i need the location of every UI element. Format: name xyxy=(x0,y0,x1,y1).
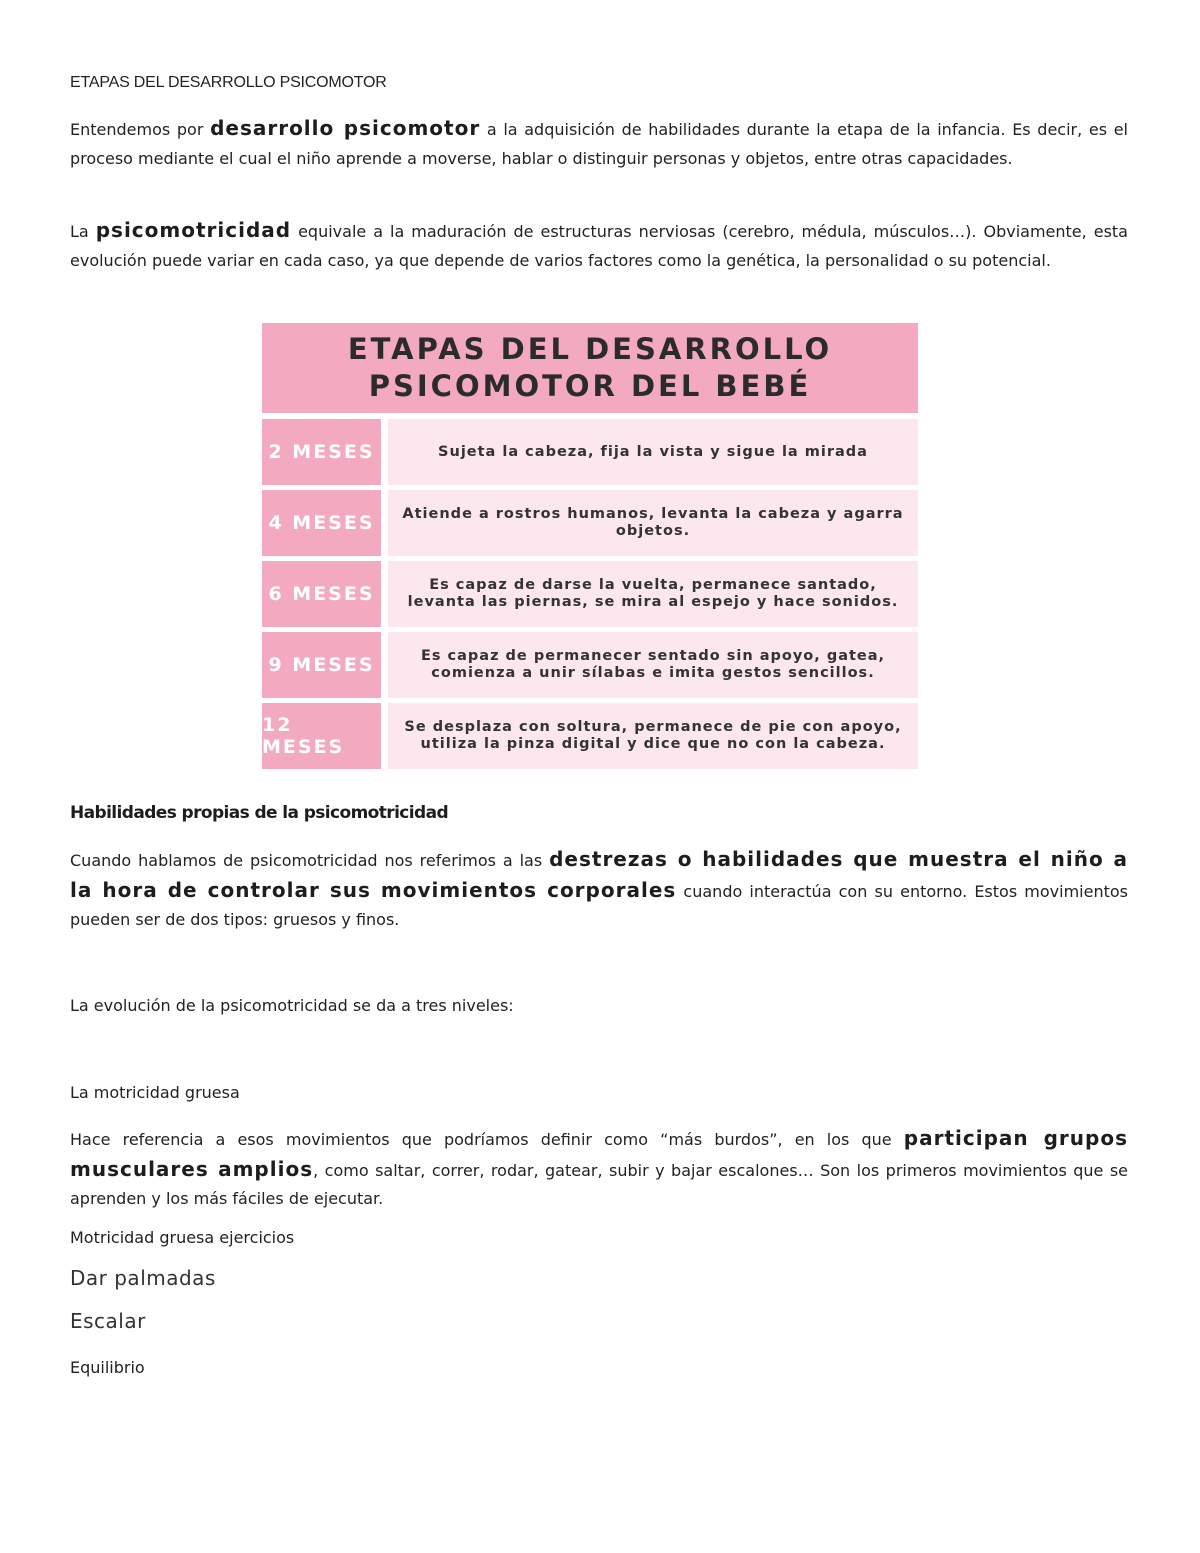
exercise-item: Equilibrio xyxy=(70,1358,145,1377)
skills-text-start: Cuando hablamos de psicomotricidad nos referimos a las xyxy=(70,851,550,870)
exercise-item: Escalar xyxy=(70,1309,146,1333)
stage-description: Atiende a rostros humanos, levanta la cabeza y agarra objetos. xyxy=(388,490,918,556)
stage-row xyxy=(262,703,918,769)
stage-age: 4 MESES xyxy=(262,490,381,556)
stage-row xyxy=(262,632,918,698)
skills-text-end: cuando interactúa con su entorno. Estos movimientos pueden ser de dos tipos: gruesos y finos. xyxy=(70,881,1129,929)
stage-description: Es capaz de darse la vuelta, permanece santado, levanta las piernas, se mira al espejo y hace sonidos. xyxy=(388,561,918,627)
stage-description: Se desplaza con soltura, permanece de pie con apoyo, utiliza la pinza digital y dice que no con la cabeza. xyxy=(388,703,918,769)
stage-age: 2 MESES xyxy=(262,419,381,485)
psychomotricity-text-start: La xyxy=(70,222,96,241)
intro-text-end: a la adquisición de habilidades durante la etapa de la infancia. Es decir, es el proceso mediante el cual el niño aprende a moverse, hablar o distinguir personas y objetos, entre otras capacidades. xyxy=(70,120,1128,168)
gross-motor-title: La motricidad gruesa xyxy=(70,1083,240,1102)
stage-description: Es capaz de permanecer sentado sin apoyo, gatea, comienza a unir sílabas e imita gestos sencillos. xyxy=(388,632,918,698)
infographic-header xyxy=(262,323,918,413)
gross-motor-paragraph xyxy=(70,1124,1128,1214)
infographic-title-line1: ETAPAS DEL DESARROLLO xyxy=(347,332,833,366)
exercises-title: Motricidad gruesa ejercicios xyxy=(70,1228,295,1247)
stage-age: 9 MESES xyxy=(262,632,381,698)
psychomotricity-text-end: equivale a la maduración de estructuras nerviosas (cerebro, médula, músculos…). Obviamente, esta evolución puede variar en cada caso, ya que depende de varios factores como la genética, la personalidad o su potencial. xyxy=(70,222,1128,270)
gross-text-end: , como saltar, correr, rodar, gatear, subir y bajar escalones… Son los primeros movimientos que se aprenden y los más fáciles de ejecutar. xyxy=(70,1160,1129,1208)
intro-text-start: Entendemos por xyxy=(70,120,211,139)
levels-line: La evolución de la psicomotricidad se da a tres niveles: xyxy=(70,996,514,1015)
skills-paragraph xyxy=(70,845,1128,935)
infographic-stages xyxy=(262,323,918,771)
stage-row xyxy=(262,561,918,627)
intro-emphasis: desarrollo psicomotor xyxy=(210,116,481,140)
psychomotricity-paragraph xyxy=(70,216,1128,275)
section-heading: Habilidades propias de la psicomotricidad xyxy=(70,803,449,823)
gross-text-start: Hace referencia a esos movimientos que podríamos definir como “más burdos”, en los que xyxy=(70,1130,904,1149)
intro-paragraph xyxy=(70,114,1128,173)
stage-age: 12 MESES xyxy=(262,703,381,769)
document-title: ETAPAS DEL DESARROLLO PSICOMOTOR xyxy=(70,74,387,91)
stage-description: Sujeta la cabeza, fija la vista y sigue la mirada xyxy=(388,419,918,485)
infographic-title-line2: PSICOMOTOR DEL BEBÉ xyxy=(368,369,812,403)
skills-emphasis: destrezas o habilidades que muestra el niño a la hora de controlar sus movimientos corporales xyxy=(70,847,1128,902)
stage-age: 6 MESES xyxy=(262,561,381,627)
gross-emphasis: participan grupos musculares amplios xyxy=(70,1126,1128,1181)
stage-row xyxy=(262,490,918,556)
stage-row xyxy=(262,419,918,485)
psychomotricity-emphasis: psicomotricidad xyxy=(95,218,292,242)
exercise-item: Dar palmadas xyxy=(70,1266,216,1290)
